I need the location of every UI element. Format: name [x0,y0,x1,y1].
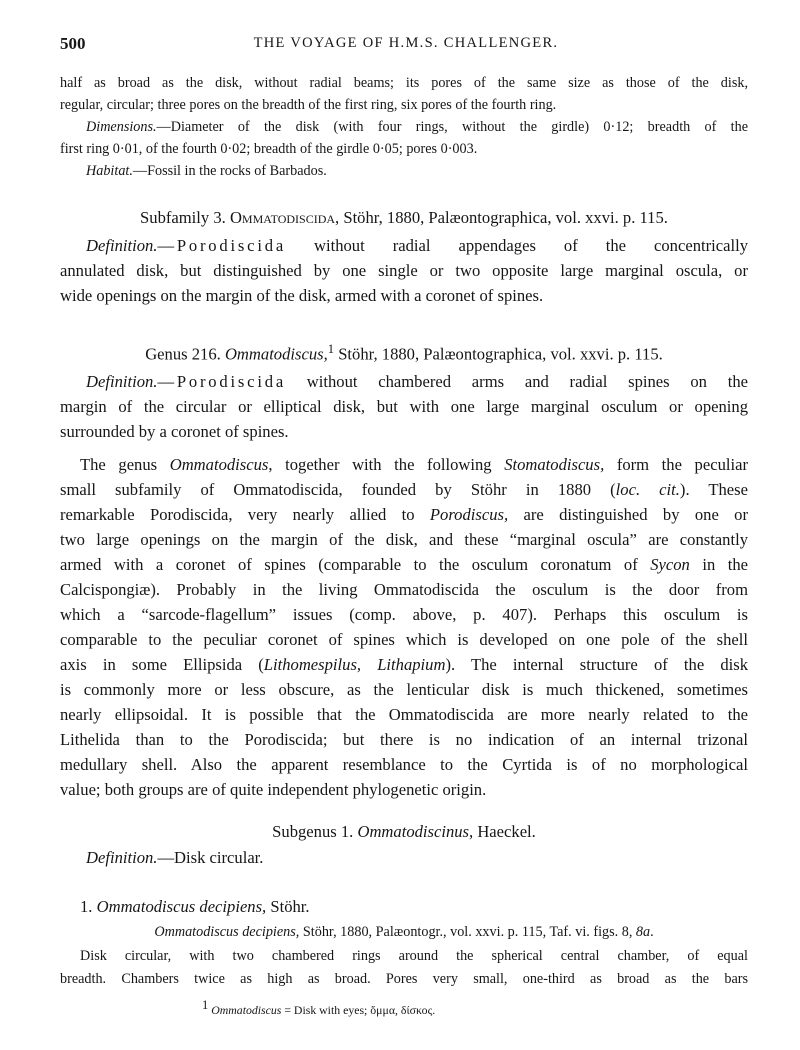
subgenus-definition [86,848,748,868]
genus-name-ref: Lithomespilus, Lithapium [263,655,446,674]
habitat-line [86,163,748,180]
species-heading [80,897,748,917]
text-run: remarkable Porodiscida, very nearly allied to [60,505,430,524]
text-run: ). These [679,480,748,499]
discussion-line-4: two large openings on the margin of the disk, and these “marginal oscula” are constantly [60,530,748,549]
prev-species-line-2: regular, circular; three pores on the breadth of the first ring, six pores of the fourth ring. [60,97,557,113]
text-run: armed with a coronet of spines (comparable to the osculum coronatum of [60,555,651,574]
subfamily-definition-line-3: wide openings on the margin of the disk, armed with a coronet of spines. [60,286,544,305]
citation-ref: loc. cit. [615,480,680,499]
genus-heading-suffix: Stöhr, 1880, Palæontographica, vol. xxvi. p. 115. [334,344,663,364]
footnote-greek: ὄμμα, δίσκος. [370,1002,436,1017]
species-citation [60,924,748,941]
genus-name-ref: Stomatodiscus, [504,455,605,474]
subgenus-name: Ommatodiscinus, [357,822,474,841]
habitat-label: Habitat. [86,163,133,179]
subfamily-definition-line-2: annulated disk, but distinguished by one single or two opposite large marginal oscula, or [60,261,748,280]
discussion-line-5 [60,555,748,575]
genus-definition-label: Definition. [86,372,158,391]
dimensions-line-2: first ring 0·01, of the fourth 0·02; breadth of the girdle 0·05; pores 0·003. [60,141,478,157]
footnote-term: Ommatodiscus [211,1002,282,1017]
text-run: axis in some Ellipsida ( [60,655,264,674]
species-description-line-1: Disk circular, with two chambered rings around the spherical central chamber, of equal [80,948,748,964]
discussion-line-3 [60,505,748,525]
discussion-line-8: comparable to the peculiar coronet of spines which is developed on one pole of the shell [60,630,748,649]
footnote-marker: 1 [202,998,209,1012]
text-run: small subfamily of Ommatodiscida, founded by Stöhr in 1880 ( [60,480,616,499]
species-name: Ommatodiscus decipiens, [96,897,267,916]
genus-name-ref: Ommatodiscus [169,455,269,474]
citation-text: Stöhr, 1880, Palæontogr., vol. xxvi. p. 115, Taf. vi. figs. 8, [299,924,636,940]
subfamily-definition-line-1 [86,236,748,256]
subfamily-definition-label: Definition. [86,236,158,255]
genus-footnote-ref: 1 [327,342,335,356]
genus-heading-prefix: Genus 216. [145,344,221,364]
page-number: 500 [60,34,86,53]
genus-heading [60,342,748,365]
genus-definition-line-2: margin of the circular or elliptical disk, but with one large marginal osculum or opening [60,397,748,416]
discussion-line-13: medullary shell. Also the apparent resemblance to the Cyrtida is of no morphological [60,755,748,774]
text-run: ). The internal structure of the disk [445,655,748,674]
genus-definition-rest: without chambered arms and radial spines on the [286,372,748,391]
running-header [60,34,752,56]
citation-species-name: Ommatodiscus decipiens, [154,924,300,940]
discussion-line-10: is commonly more or less obscure, as the lenticular disk is much thickened, sometimes [60,680,748,699]
text-run: in the [689,555,748,574]
text-run: , together with the following [268,455,505,474]
genus-name-ref: Porodiscus, [429,505,509,524]
subgenus-heading-suffix: Haeckel. [473,822,536,841]
subfamily-heading-prefix: Subfamily 3. [140,208,226,227]
discussion-line-6: Calcispongiæ). Probably in the living Ommatodiscida the osculum is the door from [60,580,748,599]
subfamily-definition-rest: without radial appendages of the concentrically [286,236,748,255]
subfamily-heading [60,208,748,228]
discussion-line-9 [60,655,748,675]
species-author: Stöhr. [266,897,310,916]
subfamily-heading-suffix: , Stöhr, 1880, Palæontographica, vol. xxvi. p. 115. [335,208,668,227]
genus-definition-line-1 [86,372,748,392]
subfamily-name: Ommatodiscida [229,208,336,227]
subfamily-definition-spaced: —Porodiscida [157,236,286,255]
species-number: 1. [80,897,93,916]
footnote-text: = Disk with eyes; [281,1002,371,1017]
habitat-text: —Fossil in the rocks of Barbados. [132,163,327,179]
discussion-line-7: which a “sarcode-flagellum” issues (comp. above, p. 407). Perhaps this osculum is [60,605,748,624]
running-title: THE VOYAGE OF H.M.S. CHALLENGER. [253,35,559,51]
dimensions-label: Dimensions. [86,119,157,135]
text-run: are distinguished by one or [508,505,748,524]
text-run: The genus [80,455,170,474]
dimensions-line-1 [86,119,748,136]
subgenus-definition-label: Definition. [86,848,158,867]
discussion-line-1 [80,455,748,475]
dimensions-text: —Diameter of the disk (with four rings, without the girdle) 0·12; breadth of the [156,119,748,135]
footnote [202,998,742,1018]
text-run: form the peculiar [604,455,748,474]
genus-name-ref: Sycon [650,555,690,574]
genus-definition-spaced: —Porodiscida [157,372,286,391]
discussion-line-11: nearly ellipsoidal. It is possible that the Ommatodiscida are more nearly related to the [60,705,748,724]
genus-name: Ommatodiscus, [224,344,328,364]
prev-species-line-1: half as broad as the disk, without radial beams; its pores of the same size as those of the disk, [60,75,748,91]
species-description-line-2: breadth. Chambers twice as high as broad. Pores very small, one-third as broad as the bars [60,971,748,987]
subgenus-heading-prefix: Subgenus 1. [272,822,354,841]
subgenus-definition-text: —Disk circular. [157,848,264,867]
discussion-line-14: value; both groups are of quite independent phylogenetic origin. [60,780,487,799]
genus-definition-line-3: surrounded by a coronet of spines. [60,422,289,441]
citation-figure: 8a [635,924,651,940]
citation-end: . [650,924,654,940]
discussion-line-2 [60,480,748,500]
discussion-line-12: Lithelida than to the Porodiscida; but there is no indication of an internal trizonal [60,730,748,749]
subgenus-heading [60,822,748,842]
